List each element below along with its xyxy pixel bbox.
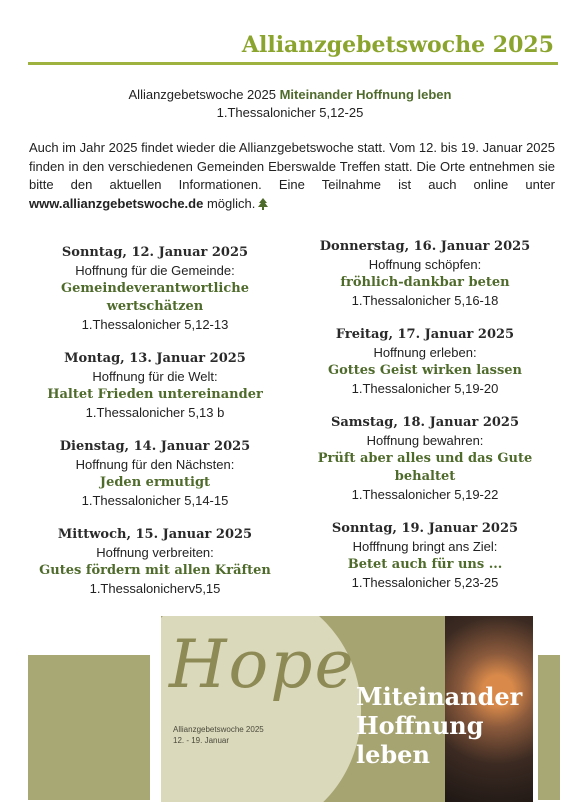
- intro-text: Auch im Jahr 2025 findet wieder die Allianzgebetswoche statt. Vom 12. bis 19. Januar 2025 finden in den verschiedenen Gemeinden Eberswalde Treffen statt. Die Orte entnehmen sie bitte den aktuellen Informationen. Eine Teilnahme ist auch online unter: [29, 140, 555, 192]
- day-topic: Hoffnung schöpfen:: [368, 257, 482, 272]
- day-entry: [25, 350, 285, 422]
- banner-slogan: [356, 682, 522, 769]
- schedule-left: [25, 244, 285, 614]
- day-date: Samstag, 18. Januar 2025: [330, 415, 520, 430]
- day-motto: Gottes Geist wirken lassen: [327, 363, 523, 378]
- day-entry: [25, 244, 285, 334]
- banner-slogan-line: Hoffnung: [356, 711, 484, 740]
- hope-lettering: Hope: [169, 626, 356, 703]
- day-topic: Hoffnung bewahren:: [366, 433, 484, 448]
- day-verse: 1.Thessalonicher 5,12-13: [81, 317, 229, 332]
- banner-slogan-line: leben: [356, 740, 430, 769]
- tree-icon: [258, 197, 268, 216]
- day-motto: Jeden ermutigt: [99, 475, 211, 490]
- banner-subtitle-dates: 12. - 19. Januar: [173, 736, 230, 745]
- day-verse: 1.Thessalonicher 5,23-25: [351, 575, 499, 590]
- day-motto: Betet auch für uns ...: [347, 557, 503, 572]
- headline-reference: 1.Thessalonicher 5,12-25: [216, 105, 364, 120]
- day-date: Montag, 13. Januar 2025: [64, 351, 246, 366]
- intro-text-end: möglich.: [203, 195, 256, 211]
- day-date: Freitag, 17. Januar 2025: [335, 327, 515, 342]
- title-divider: [28, 62, 558, 65]
- headline-prefix: Allianzgebetswoche 2025: [128, 87, 276, 102]
- website-link[interactable]: www.allianzgebetswoche.de: [29, 195, 204, 211]
- banner-subtitle-title: Allianzgebetswoche 2025: [173, 725, 264, 734]
- day-motto: fröhlich-dankbar beten: [340, 275, 510, 290]
- day-topic: Hoffnung erleben:: [373, 345, 477, 360]
- banner-slogan-line: Miteinander: [356, 682, 523, 711]
- day-topic: Hofffnung bringt ans Ziel:: [352, 539, 498, 554]
- hope-banner: [161, 616, 533, 802]
- day-motto: Haltet Frieden untereinander: [47, 387, 263, 402]
- day-topic: Hoffnung verbreiten:: [96, 545, 214, 560]
- day-verse: 1.Thessalonicher 5,16-18: [351, 293, 499, 308]
- day-date: Dienstag, 14. Januar 2025: [59, 439, 251, 454]
- day-topic: Hoffnung für die Gemeinde:: [75, 263, 235, 278]
- day-entry: [295, 326, 555, 398]
- day-date: Sonntag, 19. Januar 2025: [331, 521, 519, 536]
- day-verse: 1.Thessalonicher 5,13 b: [85, 405, 225, 420]
- headline: [0, 86, 580, 122]
- intro-paragraph: [29, 139, 555, 215]
- banner-subtitle: [173, 724, 264, 746]
- banner-side-panel-left: [28, 655, 150, 800]
- day-entry: [25, 438, 285, 510]
- day-date: Sonntag, 12. Januar 2025: [61, 245, 249, 260]
- day-entry: [295, 414, 555, 504]
- day-verse: 1.Thessalonicher 5,19-20: [351, 381, 499, 396]
- day-entry: [295, 520, 555, 592]
- day-topic: Hoffnung für die Welt:: [92, 369, 218, 384]
- headline-motto: Miteinander Hoffnung leben: [279, 87, 452, 102]
- schedule-right: [295, 238, 555, 608]
- day-entry: [295, 238, 555, 310]
- day-motto: Gutes fördern mit allen Kräften: [39, 563, 271, 578]
- day-motto: Prüft aber alles und das Gute behaltet: [317, 451, 533, 484]
- day-verse: 1.Thessalonicherv5,15: [89, 581, 221, 596]
- day-motto: Gemeindeverantwortliche wertschätzen: [61, 281, 249, 314]
- page-title: Allianzgebetswoche 2025: [241, 32, 554, 58]
- day-entry: [25, 526, 285, 598]
- day-topic: Hoffnung für den Nächsten:: [75, 457, 235, 472]
- day-date: Donnerstag, 16. Januar 2025: [319, 239, 531, 254]
- day-verse: 1.Thessalonicher 5,19-22: [351, 487, 499, 502]
- day-verse: 1.Thessalonicher 5,14-15: [81, 493, 229, 508]
- day-date: Mittwoch, 15. Januar 2025: [57, 527, 253, 542]
- banner-side-panel-right: [538, 655, 560, 800]
